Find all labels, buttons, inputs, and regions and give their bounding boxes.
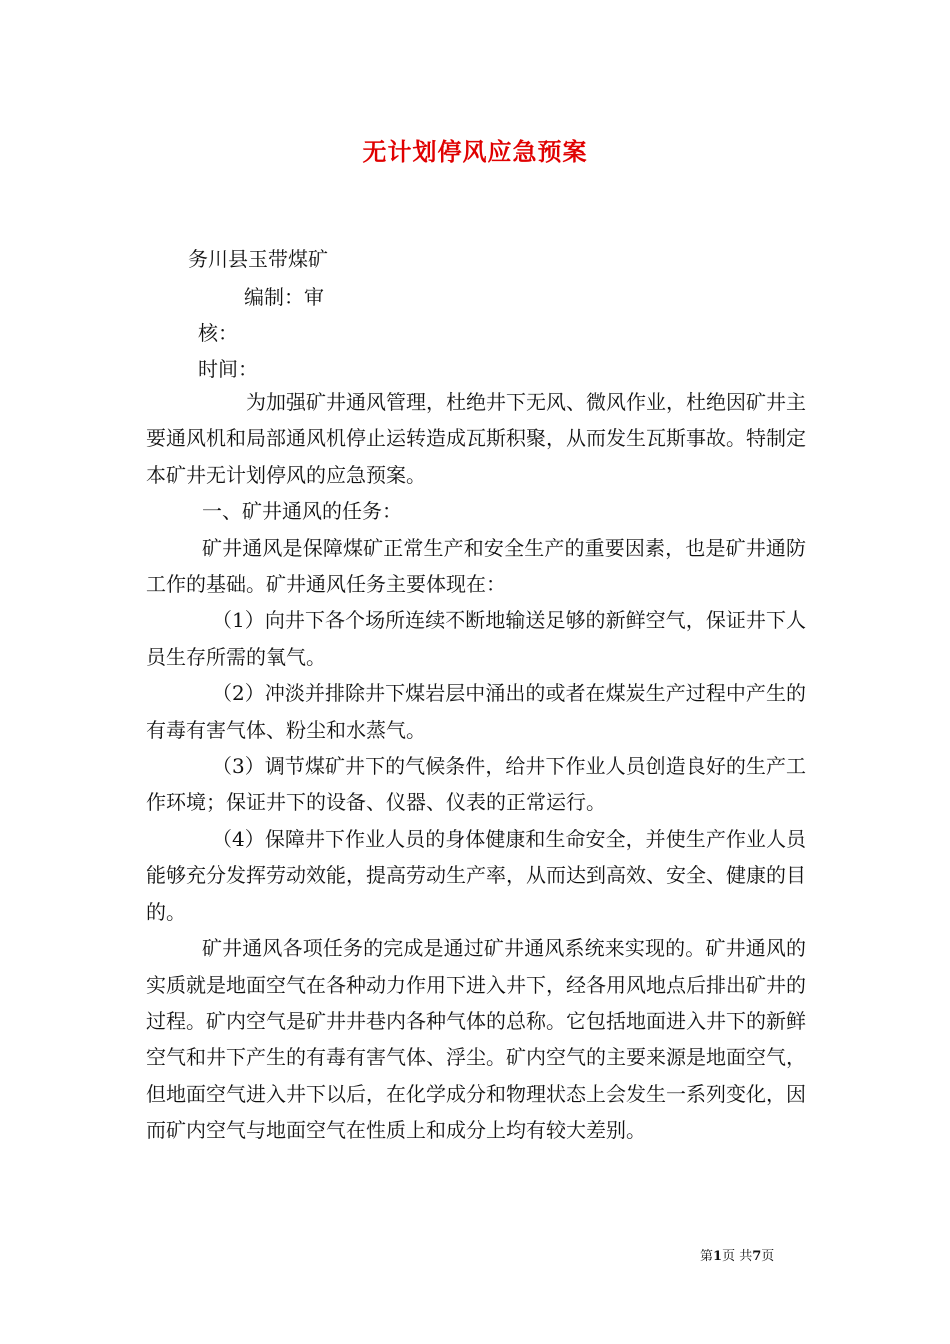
- footer-prefix: 第: [700, 1249, 714, 1264]
- section-heading: 一、矿井通风的任务：: [202, 499, 402, 524]
- paragraph-intro: 为加强矿井通风管理，杜绝井下无风、微风作业，杜绝因矿井主要通风机和局部通风机停止运转造成瓦斯积聚，从而发生瓦斯事故。特制定本矿井无计划停风的应急预案。: [146, 390, 806, 487]
- list-item: （4）保障井下作业人员的身体健康和生命安全，并使生产作业人员能够充分发挥劳动效能，提高劳动生产率，从而达到高效、安全、健康的目的。: [146, 826, 806, 924]
- review-line: 核：: [198, 321, 238, 345]
- list-item: （3）调节煤矿井下的气候条件，给井下作业人员创造良好的生产工作环境；保证井下的设备、仪器、仪表的正常运行。: [146, 754, 806, 815]
- compile-review-line: 编制：审: [244, 285, 324, 309]
- footer-current-page: 1: [713, 1249, 723, 1264]
- time-line: 时间：: [198, 357, 258, 381]
- footer-suffix: 页: [761, 1249, 775, 1264]
- list-item: （2）冲淡并排除井下煤岩层中涌出的或者在煤炭生产过程中产生的有毒有害气体、粉尘和水蒸气。: [146, 681, 806, 742]
- paragraph: 矿井通风是保障煤矿正常生产和安全生产的重要因素，也是矿井通防工作的基础。矿井通风任务主要体现在：: [146, 535, 806, 597]
- footer-total-pages: 7: [752, 1249, 762, 1264]
- document-title: 无计划停风应急预案: [362, 137, 588, 166]
- paragraph: 矿井通风各项任务的完成是通过矿井通风系统来实现的。矿井通风的实质就是地面空气在各种动力作用下进入井下，经各用风地点后排出矿井的过程。矿内空气是矿井井巷内各种气体的总称。它包括地面进入井下的新鲜空气和井下产生的有毒有害气体、浮尘。矿内空气的主要来源是地面空气，但地面空气进入井下以后，在化学成分和物理状态上会发生一系列变化，因而矿内空气与地面空气在性质上和成分上均有较大差别。: [146, 936, 806, 1143]
- organization-name: 务川县玉带煤矿: [188, 247, 328, 271]
- document-body: [146, 384, 806, 1149]
- page-number-footer: [700, 1245, 774, 1264]
- list-item: （1）向井下各个场所连续不断地输送足够的新鲜空气，保证井下人员生存所需的氧气。: [146, 608, 806, 669]
- footer-middle: 页 共: [722, 1249, 753, 1264]
